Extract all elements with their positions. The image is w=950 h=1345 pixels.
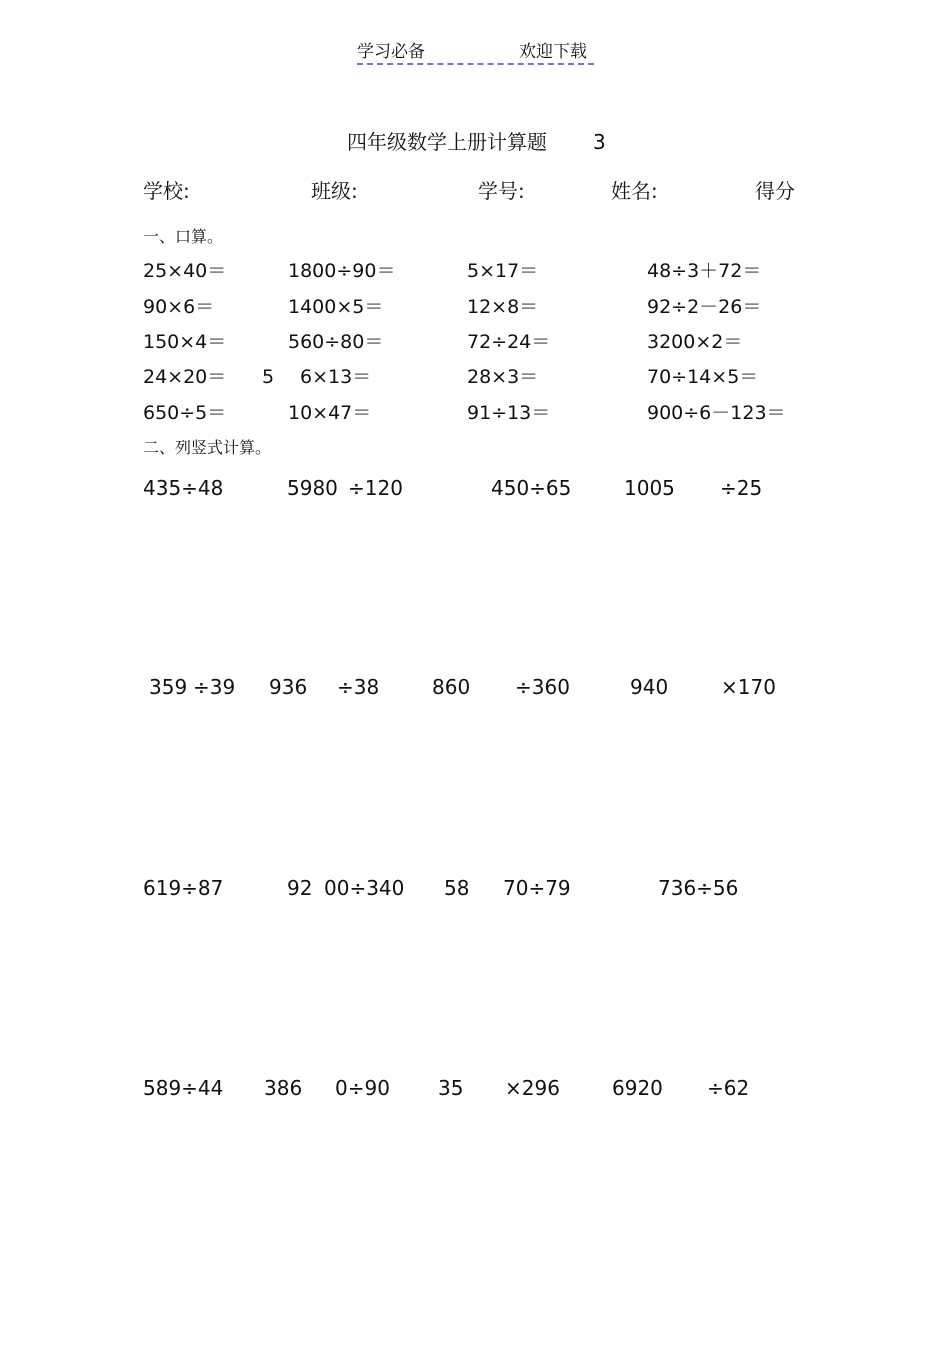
vertical-calc-item: 450÷65: [491, 476, 572, 500]
mental-math-item: 24×20＝: [143, 366, 227, 388]
vertical-calc-item: 386: [264, 1076, 303, 1100]
mental-math-item: 3200×2＝: [647, 331, 743, 353]
vertical-calc-item: 35: [438, 1076, 464, 1100]
field-score: 得分: [755, 179, 795, 203]
mental-math-item: 48÷3＋72＝: [647, 260, 762, 282]
page-title: 四年级数学上册计算题: [347, 130, 547, 154]
vertical-calc-item: ÷360: [515, 675, 570, 699]
page-title-number: 3: [593, 130, 606, 154]
vertical-calc-item: 860: [432, 675, 471, 699]
section-heading: 二、列竖式计算。: [143, 438, 272, 457]
header-divider: [357, 63, 594, 65]
section-heading: 一、口算。: [143, 227, 224, 246]
header-left: 学习必备: [357, 42, 425, 62]
vertical-calc-item: 92: [287, 876, 313, 900]
vertical-calc-item: ÷62: [707, 1076, 750, 1100]
mental-math-item: 90×6＝: [143, 296, 215, 318]
mental-math-item: 25×40＝: [143, 260, 227, 282]
vertical-calc-item: 1005: [624, 476, 675, 500]
field-name: 姓名:: [611, 179, 658, 203]
vertical-calc-item: 0÷90: [335, 1076, 390, 1100]
mental-math-item: 5×17＝: [467, 260, 539, 282]
vertical-calc-item: 359: [149, 675, 188, 699]
vertical-calc-item: 00÷340: [324, 876, 405, 900]
vertical-calc-item: 619÷87: [143, 876, 224, 900]
vertical-calc-item: 936: [269, 675, 308, 699]
vertical-calc-item: 70÷79: [503, 876, 571, 900]
vertical-calc-item: ×296: [505, 1076, 560, 1100]
vertical-calc-item: 589÷44: [143, 1076, 224, 1100]
vertical-calc-item: 6920: [612, 1076, 663, 1100]
mental-math-item: 5: [262, 366, 275, 388]
vertical-calc-item: ÷39: [193, 675, 236, 699]
mental-math-item: 1400×5＝: [288, 296, 384, 318]
mental-math-item: 72÷24＝: [467, 331, 551, 353]
mental-math-item: 12×8＝: [467, 296, 539, 318]
mental-math-item: 560÷80＝: [288, 331, 384, 353]
vertical-calc-item: ×170: [721, 675, 776, 699]
vertical-calc-item: 940: [630, 675, 669, 699]
vertical-calc-item: 5980: [287, 476, 338, 500]
mental-math-item: 1800÷90＝: [288, 260, 396, 282]
mental-math-item: 10×47＝: [288, 402, 372, 424]
mental-math-item: 150×4＝: [143, 331, 227, 353]
vertical-calc-item: ÷38: [337, 675, 380, 699]
vertical-calc-item: 58: [444, 876, 470, 900]
field-school: 学校:: [143, 179, 190, 203]
vertical-calc-item: 736÷56: [658, 876, 739, 900]
mental-math-item: 70÷14×5＝: [647, 366, 759, 388]
mental-math-item: 91÷13＝: [467, 402, 551, 424]
mental-math-item: 28×3＝: [467, 366, 539, 388]
header-right: 欢迎下载: [519, 42, 587, 62]
vertical-calc-item: 435÷48: [143, 476, 224, 500]
mental-math-item: 900÷6－123＝: [647, 402, 786, 424]
vertical-calc-item: ÷25: [720, 476, 763, 500]
mental-math-item: 92÷2－26＝: [647, 296, 762, 318]
field-class: 班级:: [311, 179, 358, 203]
field-student-number: 学号:: [478, 179, 525, 203]
mental-math-item: 650÷5＝: [143, 402, 227, 424]
vertical-calc-item: ÷120: [348, 476, 403, 500]
mental-math-item: 6×13＝: [300, 366, 372, 388]
